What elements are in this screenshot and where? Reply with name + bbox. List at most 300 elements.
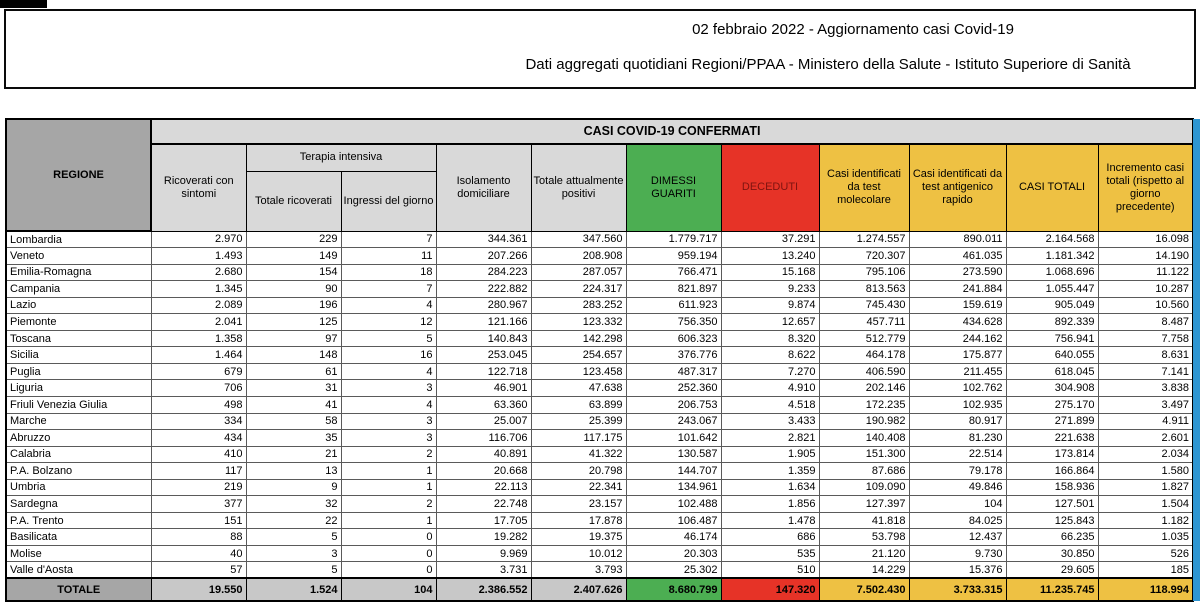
value-cell: 101.642 — [626, 430, 721, 447]
value-cell: 406.590 — [819, 363, 909, 380]
value-cell: 679 — [151, 363, 246, 380]
totale-value-cell: 104 — [341, 578, 436, 601]
value-cell: 21 — [246, 446, 341, 463]
region-name: Toscana — [6, 330, 151, 347]
value-cell: 19.375 — [531, 529, 626, 546]
totale-value-cell: 8.680.799 — [626, 578, 721, 601]
totale-row — [6, 578, 1193, 601]
value-cell: 275.170 — [1006, 396, 1098, 413]
value-cell: 2.041 — [151, 314, 246, 331]
table-row — [6, 314, 1193, 331]
value-cell: 243.067 — [626, 413, 721, 430]
value-cell: 0 — [341, 562, 436, 579]
value-cell: 1.068.696 — [1006, 264, 1098, 281]
value-cell: 130.587 — [626, 446, 721, 463]
value-cell: 720.307 — [819, 248, 909, 265]
value-cell: 7 — [341, 231, 436, 248]
value-cell: 25.302 — [626, 562, 721, 579]
value-cell: 125 — [246, 314, 341, 331]
value-cell: 207.266 — [436, 248, 531, 265]
value-cell: 2.601 — [1098, 430, 1193, 447]
table-row — [6, 545, 1193, 562]
table-row — [6, 479, 1193, 496]
value-cell: 7.758 — [1098, 330, 1193, 347]
totale-value-cell: 3.733.315 — [909, 578, 1006, 601]
value-cell: 4.910 — [721, 380, 819, 397]
value-cell: 116.706 — [436, 430, 531, 447]
value-cell: 66.235 — [1006, 529, 1098, 546]
value-cell: 148 — [246, 347, 341, 364]
value-cell: 11 — [341, 248, 436, 265]
value-cell: 40 — [151, 545, 246, 562]
value-cell: 1.055.447 — [1006, 281, 1098, 298]
value-cell: 22.113 — [436, 479, 531, 496]
value-cell: 347.560 — [531, 231, 626, 248]
value-cell: 134.961 — [626, 479, 721, 496]
value-cell: 2.970 — [151, 231, 246, 248]
value-cell: 14.229 — [819, 562, 909, 579]
value-cell: 11.122 — [1098, 264, 1193, 281]
table-row — [6, 496, 1193, 513]
value-cell: 15.376 — [909, 562, 1006, 579]
value-cell: 185 — [1098, 562, 1193, 579]
value-cell: 618.045 — [1006, 363, 1098, 380]
totale-value-cell: 147.320 — [721, 578, 819, 601]
value-cell: 959.194 — [626, 248, 721, 265]
report-header — [4, 9, 1196, 89]
value-cell: 87.686 — [819, 463, 909, 480]
value-cell: 88 — [151, 529, 246, 546]
value-cell: 821.897 — [626, 281, 721, 298]
value-cell: 63.899 — [531, 396, 626, 413]
value-cell: 9.969 — [436, 545, 531, 562]
value-cell: 102.488 — [626, 496, 721, 513]
value-cell: 16.098 — [1098, 231, 1193, 248]
value-cell: 10.560 — [1098, 297, 1193, 314]
table-footer — [6, 578, 1193, 601]
value-cell: 376.776 — [626, 347, 721, 364]
value-cell: 63.360 — [436, 396, 531, 413]
value-cell: 22.514 — [909, 446, 1006, 463]
value-cell: 1.905 — [721, 446, 819, 463]
value-cell: 20.798 — [531, 463, 626, 480]
value-cell: 17.878 — [531, 512, 626, 529]
column-header-incremento: Incremento casi totali (rispetto al giorno precedente) — [1098, 144, 1193, 231]
totale-value-cell: 2.386.552 — [436, 578, 531, 601]
value-cell: 3 — [246, 545, 341, 562]
value-cell: 140.843 — [436, 330, 531, 347]
value-cell: 892.339 — [1006, 314, 1098, 331]
region-name: Sardegna — [6, 496, 151, 513]
table-row — [6, 562, 1193, 579]
value-cell: 254.657 — [531, 347, 626, 364]
value-cell: 20.303 — [626, 545, 721, 562]
table-row — [6, 281, 1193, 298]
value-cell: 173.814 — [1006, 446, 1098, 463]
region-name: Valle d'Aosta — [6, 562, 151, 579]
value-cell: 97 — [246, 330, 341, 347]
value-cell: 102.762 — [909, 380, 1006, 397]
value-cell: 813.563 — [819, 281, 909, 298]
value-cell: 175.877 — [909, 347, 1006, 364]
value-cell: 32 — [246, 496, 341, 513]
value-cell: 117 — [151, 463, 246, 480]
totale-value-cell: 1.524 — [246, 578, 341, 601]
table-header — [6, 119, 1193, 231]
value-cell: 0 — [341, 529, 436, 546]
value-cell: 224.317 — [531, 281, 626, 298]
value-cell: 154 — [246, 264, 341, 281]
value-cell: 4.518 — [721, 396, 819, 413]
value-cell: 1.856 — [721, 496, 819, 513]
value-cell: 29.605 — [1006, 562, 1098, 579]
value-cell: 464.178 — [819, 347, 909, 364]
value-cell: 510 — [721, 562, 819, 579]
value-cell: 172.235 — [819, 396, 909, 413]
column-group-terapia-intensiva: Terapia intensiva — [246, 144, 436, 171]
table-row — [6, 430, 1193, 447]
column-header-isolamento: Isolamento domiciliare — [436, 144, 531, 231]
value-cell: 1 — [341, 479, 436, 496]
region-name: Basilicata — [6, 529, 151, 546]
value-cell: 25.399 — [531, 413, 626, 430]
table-row — [6, 297, 1193, 314]
column-header-ingressi-giorno: Ingressi del giorno — [341, 171, 436, 231]
value-cell: 457.711 — [819, 314, 909, 331]
table-row — [6, 347, 1193, 364]
value-cell: 13.240 — [721, 248, 819, 265]
table-row — [6, 231, 1193, 248]
value-cell: 53.798 — [819, 529, 909, 546]
value-cell: 1.035 — [1098, 529, 1193, 546]
value-cell: 219 — [151, 479, 246, 496]
value-cell: 0 — [341, 545, 436, 562]
value-cell: 253.045 — [436, 347, 531, 364]
value-cell: 1.634 — [721, 479, 819, 496]
value-cell: 334 — [151, 413, 246, 430]
value-cell: 159.619 — [909, 297, 1006, 314]
value-cell: 190.982 — [819, 413, 909, 430]
value-cell: 149 — [246, 248, 341, 265]
table-row — [6, 413, 1193, 430]
region-name: Emilia-Romagna — [6, 264, 151, 281]
value-cell: 123.458 — [531, 363, 626, 380]
value-cell: 31 — [246, 380, 341, 397]
value-cell: 123.332 — [531, 314, 626, 331]
value-cell: 37.291 — [721, 231, 819, 248]
value-cell: 57 — [151, 562, 246, 579]
totale-value-cell: 2.407.626 — [531, 578, 626, 601]
value-cell: 41.322 — [531, 446, 626, 463]
value-cell: 640.055 — [1006, 347, 1098, 364]
value-cell: 41.818 — [819, 512, 909, 529]
value-cell: 686 — [721, 529, 819, 546]
table-row — [6, 363, 1193, 380]
value-cell: 5 — [341, 330, 436, 347]
value-cell: 1.779.717 — [626, 231, 721, 248]
value-cell: 434 — [151, 430, 246, 447]
value-cell: 7 — [341, 281, 436, 298]
table-row — [6, 380, 1193, 397]
value-cell: 196 — [246, 297, 341, 314]
value-cell: 8.487 — [1098, 314, 1193, 331]
value-cell: 3.433 — [721, 413, 819, 430]
value-cell: 151.300 — [819, 446, 909, 463]
value-cell: 512.779 — [819, 330, 909, 347]
value-cell: 526 — [1098, 545, 1193, 562]
value-cell: 142.298 — [531, 330, 626, 347]
value-cell: 202.146 — [819, 380, 909, 397]
table-title-band: CASI COVID-19 CONFERMATI — [151, 119, 1193, 144]
value-cell: 1.182 — [1098, 512, 1193, 529]
value-cell: 14.190 — [1098, 248, 1193, 265]
value-cell: 1.464 — [151, 347, 246, 364]
value-cell: 344.361 — [436, 231, 531, 248]
value-cell: 377 — [151, 496, 246, 513]
value-cell: 2.089 — [151, 297, 246, 314]
value-cell: 144.707 — [626, 463, 721, 480]
region-name: Piemonte — [6, 314, 151, 331]
value-cell: 9 — [246, 479, 341, 496]
value-cell: 3.731 — [436, 562, 531, 579]
value-cell: 23.157 — [531, 496, 626, 513]
value-cell: 271.899 — [1006, 413, 1098, 430]
value-cell: 21.120 — [819, 545, 909, 562]
table-body — [6, 231, 1193, 578]
value-cell: 102.935 — [909, 396, 1006, 413]
region-name: Lazio — [6, 297, 151, 314]
value-cell: 158.936 — [1006, 479, 1098, 496]
totale-value-cell: 11.235.745 — [1006, 578, 1098, 601]
value-cell: 229 — [246, 231, 341, 248]
value-cell: 1.274.557 — [819, 231, 909, 248]
value-cell: 35 — [246, 430, 341, 447]
value-cell: 756.941 — [1006, 330, 1098, 347]
report-subtitle: Dati aggregati quotidiani Regioni/PPAA - Ministero della Salute - Istituto Superiore di Sanità — [525, 56, 1131, 73]
value-cell: 3.793 — [531, 562, 626, 579]
table-row — [6, 396, 1193, 413]
totale-value-cell: 19.550 — [151, 578, 246, 601]
column-header-test-antigenico: Casi identificati da test antigenico rapido — [909, 144, 1006, 231]
region-name: Molise — [6, 545, 151, 562]
value-cell: 280.967 — [436, 297, 531, 314]
table-row — [6, 463, 1193, 480]
value-cell: 745.430 — [819, 297, 909, 314]
value-cell: 304.908 — [1006, 380, 1098, 397]
value-cell: 706 — [151, 380, 246, 397]
top-left-black-bar — [0, 0, 47, 8]
region-name: Marche — [6, 413, 151, 430]
value-cell: 410 — [151, 446, 246, 463]
value-cell: 3 — [341, 380, 436, 397]
value-cell: 16 — [341, 347, 436, 364]
report-title: 02 febbraio 2022 - Aggiornamento casi Covid-19 — [692, 21, 1014, 38]
value-cell: 9.233 — [721, 281, 819, 298]
value-cell: 12 — [341, 314, 436, 331]
region-name: P.A. Bolzano — [6, 463, 151, 480]
value-cell: 12.657 — [721, 314, 819, 331]
value-cell: 40.891 — [436, 446, 531, 463]
value-cell: 5 — [246, 562, 341, 579]
value-cell: 79.178 — [909, 463, 1006, 480]
value-cell: 8.631 — [1098, 347, 1193, 364]
value-cell: 1.359 — [721, 463, 819, 480]
value-cell: 1.358 — [151, 330, 246, 347]
region-name: Lombardia — [6, 231, 151, 248]
value-cell: 241.884 — [909, 281, 1006, 298]
value-cell: 756.350 — [626, 314, 721, 331]
column-header-totale-ricoverati: Totale ricoverati — [246, 171, 341, 231]
value-cell: 8.320 — [721, 330, 819, 347]
value-cell: 252.360 — [626, 380, 721, 397]
covid-data-table — [5, 118, 1194, 602]
value-cell: 121.166 — [436, 314, 531, 331]
region-name: Liguria — [6, 380, 151, 397]
region-name: Friuli Venezia Giulia — [6, 396, 151, 413]
value-cell: 2.680 — [151, 264, 246, 281]
value-cell: 122.718 — [436, 363, 531, 380]
value-cell: 905.049 — [1006, 297, 1098, 314]
value-cell: 4 — [341, 396, 436, 413]
value-cell: 22 — [246, 512, 341, 529]
totale-label: TOTALE — [6, 578, 151, 601]
value-cell: 1.478 — [721, 512, 819, 529]
value-cell: 5 — [246, 529, 341, 546]
value-cell: 3 — [341, 413, 436, 430]
value-cell: 1 — [341, 463, 436, 480]
value-cell: 795.106 — [819, 264, 909, 281]
value-cell: 2 — [341, 496, 436, 513]
value-cell: 49.846 — [909, 479, 1006, 496]
value-cell: 140.408 — [819, 430, 909, 447]
value-cell: 2.821 — [721, 430, 819, 447]
value-cell: 3.497 — [1098, 396, 1193, 413]
value-cell: 2 — [341, 446, 436, 463]
value-cell: 3 — [341, 430, 436, 447]
value-cell: 8.622 — [721, 347, 819, 364]
value-cell: 19.282 — [436, 529, 531, 546]
table-row — [6, 529, 1193, 546]
value-cell: 222.882 — [436, 281, 531, 298]
value-cell: 151 — [151, 512, 246, 529]
value-cell: 127.397 — [819, 496, 909, 513]
value-cell: 244.162 — [909, 330, 1006, 347]
table-row — [6, 264, 1193, 281]
column-header-dimessi-guariti: DIMESSI GUARITI — [626, 144, 721, 231]
value-cell: 22.748 — [436, 496, 531, 513]
value-cell: 125.843 — [1006, 512, 1098, 529]
value-cell: 1.580 — [1098, 463, 1193, 480]
value-cell: 46.901 — [436, 380, 531, 397]
table-row — [6, 248, 1193, 265]
value-cell: 4 — [341, 297, 436, 314]
column-header-test-molecolare: Casi identificati da test molecolare — [819, 144, 909, 231]
value-cell: 80.917 — [909, 413, 1006, 430]
column-header-ricoverati: Ricoverati con sintomi — [151, 144, 246, 231]
table-row — [6, 512, 1193, 529]
column-header-deceduti: DECEDUTI — [721, 144, 819, 231]
value-cell: 10.012 — [531, 545, 626, 562]
table-row — [6, 330, 1193, 347]
value-cell: 287.057 — [531, 264, 626, 281]
value-cell: 611.923 — [626, 297, 721, 314]
value-cell: 127.501 — [1006, 496, 1098, 513]
region-name: Puglia — [6, 363, 151, 380]
value-cell: 208.908 — [531, 248, 626, 265]
value-cell: 221.638 — [1006, 430, 1098, 447]
value-cell: 9.874 — [721, 297, 819, 314]
value-cell: 211.455 — [909, 363, 1006, 380]
value-cell: 30.850 — [1006, 545, 1098, 562]
value-cell: 109.090 — [819, 479, 909, 496]
value-cell: 90 — [246, 281, 341, 298]
value-cell: 9.730 — [909, 545, 1006, 562]
value-cell: 104 — [909, 496, 1006, 513]
value-cell: 1 — [341, 512, 436, 529]
region-name: Abruzzo — [6, 430, 151, 447]
region-name: Veneto — [6, 248, 151, 265]
value-cell: 2.034 — [1098, 446, 1193, 463]
value-cell: 461.035 — [909, 248, 1006, 265]
value-cell: 890.011 — [909, 231, 1006, 248]
value-cell: 22.341 — [531, 479, 626, 496]
value-cell: 766.471 — [626, 264, 721, 281]
totale-value-cell: 118.994 — [1098, 578, 1193, 601]
value-cell: 84.025 — [909, 512, 1006, 529]
value-cell: 434.628 — [909, 314, 1006, 331]
region-name: P.A. Trento — [6, 512, 151, 529]
column-header-attualmente-positivi: Totale attualmente positivi — [531, 144, 626, 231]
value-cell: 61 — [246, 363, 341, 380]
value-cell: 25.007 — [436, 413, 531, 430]
table-row — [6, 446, 1193, 463]
value-cell: 18 — [341, 264, 436, 281]
value-cell: 2.164.568 — [1006, 231, 1098, 248]
value-cell: 1.504 — [1098, 496, 1193, 513]
value-cell: 606.323 — [626, 330, 721, 347]
value-cell: 284.223 — [436, 264, 531, 281]
value-cell: 46.174 — [626, 529, 721, 546]
value-cell: 106.487 — [626, 512, 721, 529]
right-edge-blue-strip — [1192, 119, 1200, 601]
value-cell: 1.345 — [151, 281, 246, 298]
value-cell: 1.827 — [1098, 479, 1193, 496]
value-cell: 20.668 — [436, 463, 531, 480]
totale-value-cell: 7.502.430 — [819, 578, 909, 601]
region-name: Campania — [6, 281, 151, 298]
value-cell: 41 — [246, 396, 341, 413]
value-cell: 4 — [341, 363, 436, 380]
value-cell: 1.493 — [151, 248, 246, 265]
value-cell: 1.181.342 — [1006, 248, 1098, 265]
value-cell: 81.230 — [909, 430, 1006, 447]
value-cell: 3.838 — [1098, 380, 1193, 397]
value-cell: 4.911 — [1098, 413, 1193, 430]
value-cell: 206.753 — [626, 396, 721, 413]
region-name: Umbria — [6, 479, 151, 496]
region-name: Calabria — [6, 446, 151, 463]
value-cell: 17.705 — [436, 512, 531, 529]
value-cell: 58 — [246, 413, 341, 430]
value-cell: 10.287 — [1098, 281, 1193, 298]
value-cell: 15.168 — [721, 264, 819, 281]
column-header-regione: REGIONE — [6, 119, 151, 231]
value-cell: 273.590 — [909, 264, 1006, 281]
region-name: Sicilia — [6, 347, 151, 364]
value-cell: 12.437 — [909, 529, 1006, 546]
value-cell: 47.638 — [531, 380, 626, 397]
value-cell: 535 — [721, 545, 819, 562]
